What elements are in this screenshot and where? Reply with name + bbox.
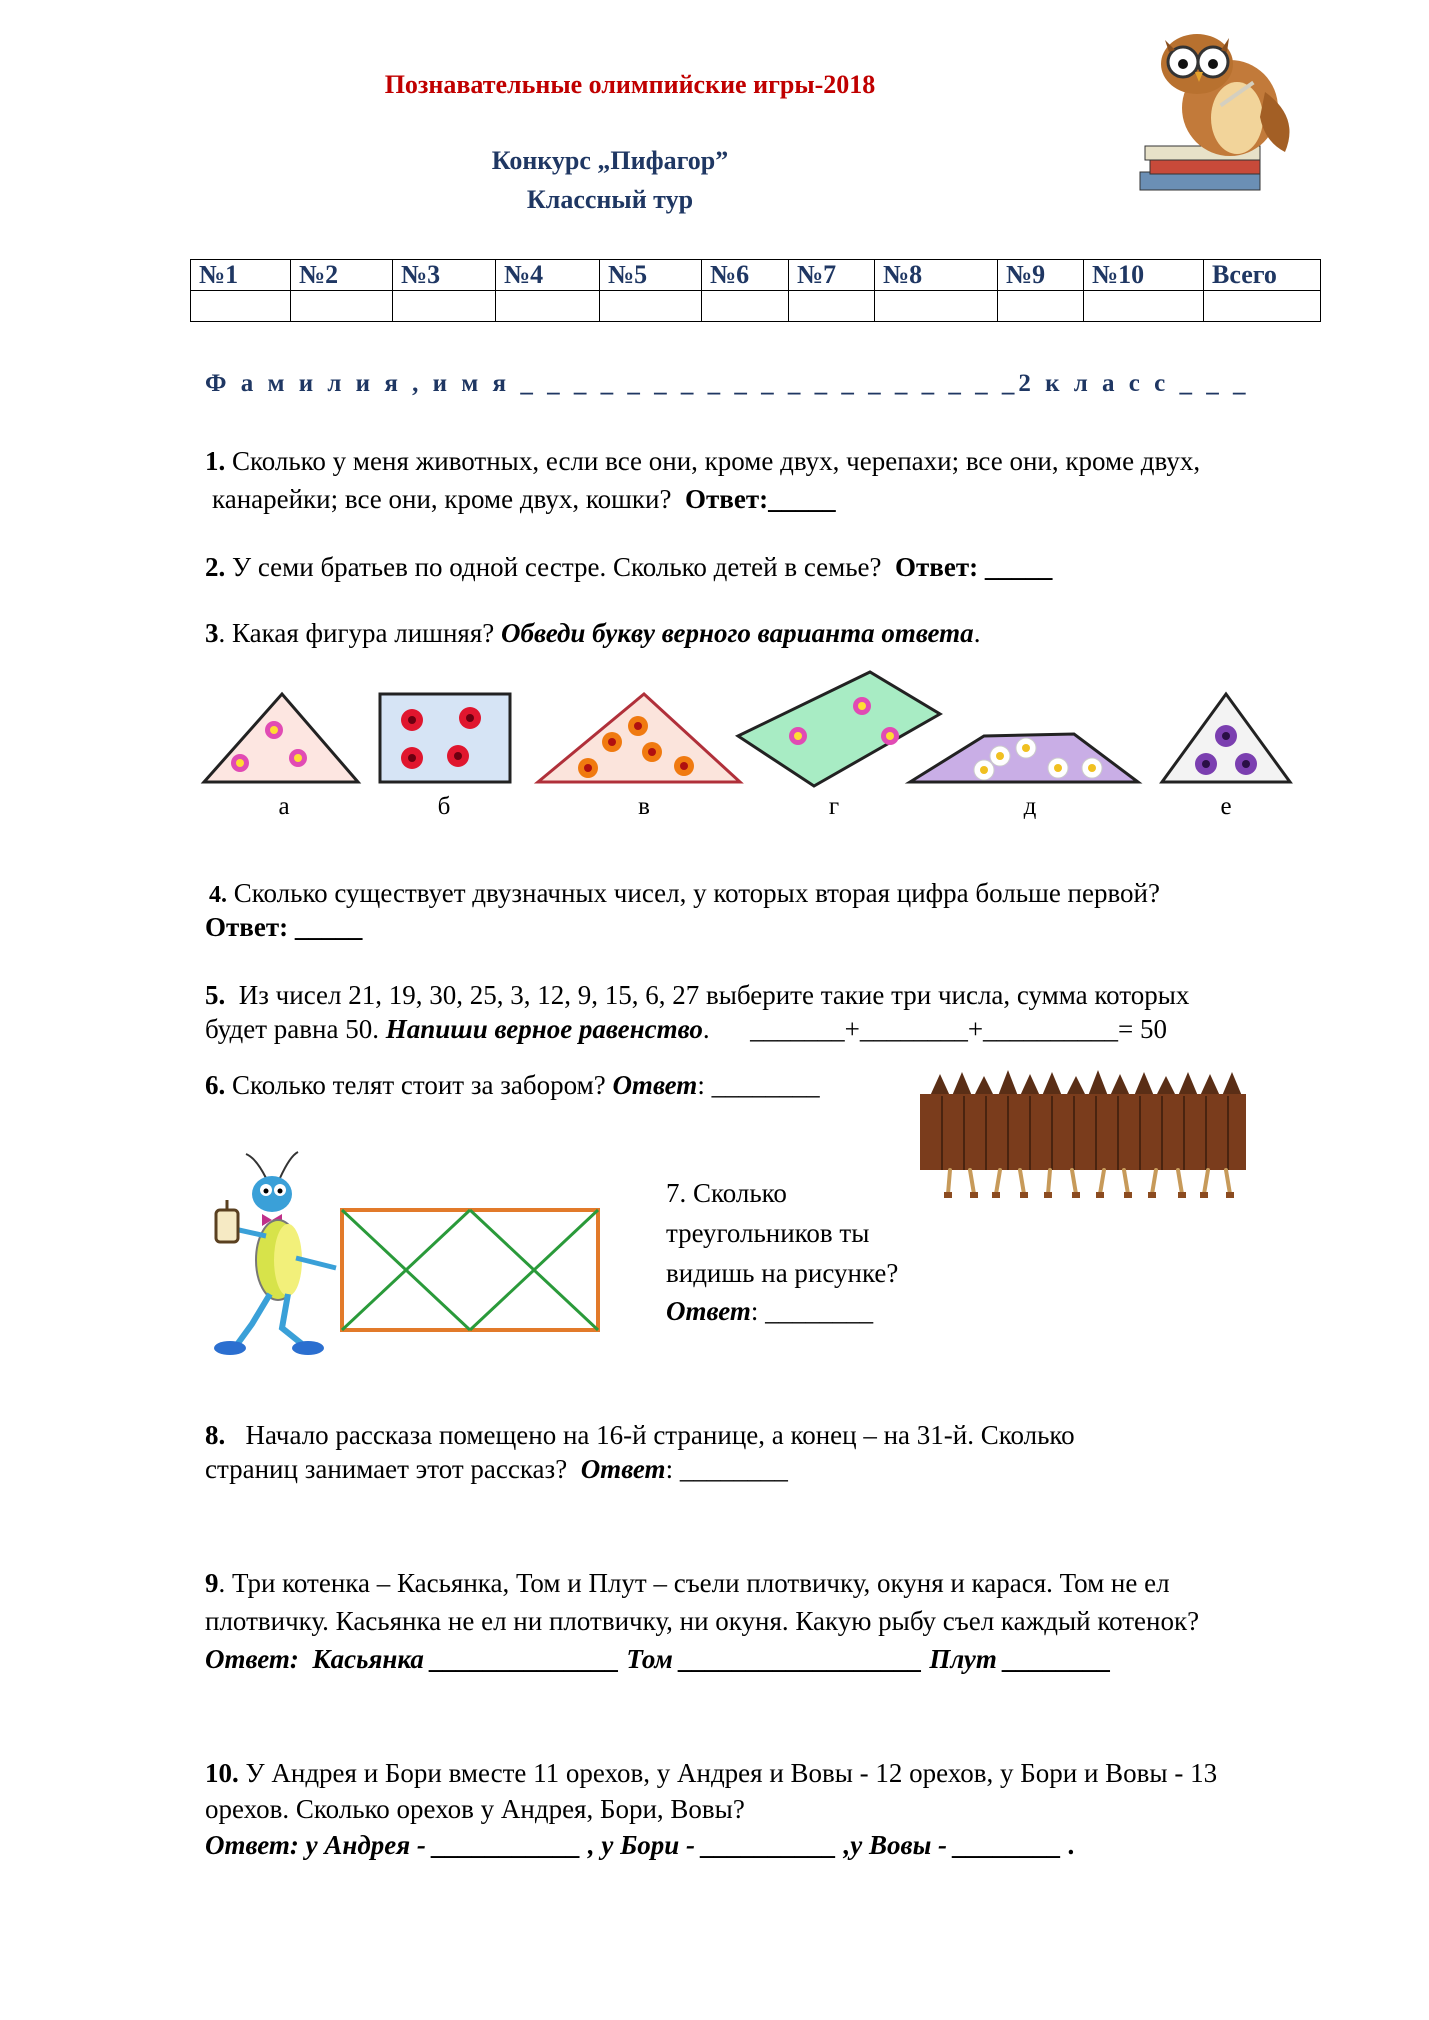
question-8-line-2: [205, 1450, 788, 1488]
score-header-cell: Всего: [1204, 260, 1321, 291]
grasshopper-with-lantern-illustration: [206, 1148, 346, 1360]
question-9-number: 9: [205, 1568, 219, 1598]
question-8-line-1: [205, 1416, 1075, 1454]
score-cell[interactable]: [191, 291, 291, 322]
score-table: [190, 259, 1321, 322]
question-2-number: 2.: [205, 552, 226, 582]
question-7-answer-blank[interactable]: : ________: [750, 1296, 874, 1326]
question-5-number: 5.: [205, 980, 226, 1010]
question-8-answer-blank[interactable]: : ________: [665, 1454, 788, 1484]
shape-b-rectangle[interactable]: [380, 694, 510, 782]
shape-g-label[interactable]: г: [828, 793, 840, 820]
score-cell[interactable]: [600, 291, 702, 322]
question-6-text: Сколько телят стоит за забором?: [232, 1070, 606, 1100]
question-10-line-1: [205, 1754, 1217, 1792]
score-header-cell: №10: [1084, 260, 1204, 291]
score-cell[interactable]: [1084, 291, 1204, 322]
question-4-text: Сколько существует двузначных чисел, у которых вторая цифра больше первой?: [233, 878, 1160, 908]
question-8-text-2: страниц занимает этот рассказ?: [205, 1454, 568, 1484]
question-4-number: 4.: [209, 882, 227, 908]
question-6-number: 6.: [205, 1070, 226, 1100]
shape-a-triangle[interactable]: [204, 694, 358, 782]
question-7-line-3: видишь на рисунке?: [666, 1258, 899, 1288]
shape-g-rhombus[interactable]: [738, 672, 940, 786]
question-1-number: 1.: [205, 446, 226, 476]
question-8-answer-label: Ответ: [580, 1454, 666, 1484]
question-2-text: У семи братьев по одной сестре. Сколько детей в семье?: [232, 552, 882, 582]
question-10-number: 10.: [205, 1758, 239, 1788]
question-3-instruction: Обведи букву верного варианта ответа: [501, 618, 974, 648]
question-8-number: 8.: [205, 1420, 226, 1450]
owl-with-books-illustration: [1125, 22, 1305, 204]
question-5-text-1: Из чисел 21, 19, 30, 25, 3, 12, 9, 15, 6, 27 выберите такие три числа, сумма которых: [238, 980, 1190, 1010]
question-3-number: 3: [205, 618, 219, 648]
score-header-cell: №4: [496, 260, 600, 291]
shape-b-label[interactable]: б: [437, 793, 451, 820]
question-6-answer-label: Ответ: [612, 1070, 698, 1100]
question-1-answer[interactable]: Ответ:_____: [685, 484, 836, 514]
score-header-cell: №9: [998, 260, 1084, 291]
question-4-line-2: [205, 908, 362, 946]
score-header-cell: №6: [702, 260, 789, 291]
question-5-instruction: Напиши верное равенство: [385, 1014, 703, 1044]
question-4-answer[interactable]: Ответ: _____: [205, 912, 363, 942]
score-cell[interactable]: [496, 291, 600, 322]
shape-e-triangle[interactable]: [1162, 694, 1290, 782]
event-title: Познавательные олимпийские игры-2018: [384, 70, 876, 99]
score-cell[interactable]: [1204, 291, 1321, 322]
question-7-line-1: 7. Сколько: [666, 1178, 787, 1208]
shape-d-trapezoid[interactable]: [910, 734, 1138, 782]
shape-a-label[interactable]: а: [278, 793, 290, 820]
question-1-text-1: Сколько у меня животных, если все они, кроме двух, черепахи; все они, кроме двух,: [232, 446, 1201, 476]
question-1-line-2: [212, 480, 836, 518]
question-3-shapes: [200, 670, 1310, 790]
question-5-equation[interactable]: . _______+________+__________= 50: [702, 1014, 1168, 1044]
question-5-text-2: будет равна 50.: [205, 1014, 379, 1044]
question-9-answer[interactable]: Ответ: Касьянка ______________ Том __________________ Плут ________: [205, 1644, 1112, 1674]
name-class-line[interactable]: Ф а м и л и я , и м я _ _ _ _ _ _ _ _ _ _ _ _ _ _ _ _ _ _ _2 к л а с с _ _ _: [205, 370, 1250, 397]
question-10-line-2: орехов. Сколько орехов у Андрея, Бори, Вовы?: [205, 1794, 745, 1824]
question-1-line-1: [205, 442, 1200, 480]
score-cell[interactable]: [875, 291, 998, 322]
shape-d-label[interactable]: д: [1023, 793, 1037, 820]
question-10-text-1: У Андрея и Бори вместе 11 орехов, у Андрея и Вовы - 12 орехов, у Бори и Вовы - 13: [245, 1758, 1218, 1788]
question-6: [205, 1066, 820, 1104]
question-5-line-2: [205, 1010, 1167, 1048]
tour-title: Классный тур: [526, 185, 694, 214]
shape-v-label[interactable]: в: [638, 793, 650, 820]
question-7-triangles-figure: [338, 1206, 604, 1336]
shape-v-triangle[interactable]: [538, 694, 740, 782]
fence-with-calves-illustration: [920, 1066, 1250, 1206]
score-header-cell: №5: [600, 260, 702, 291]
score-header-cell: №2: [291, 260, 393, 291]
question-7-answer: [666, 1292, 873, 1330]
contest-title: Конкурс „Пифагор”: [491, 146, 729, 175]
question-2-answer[interactable]: Ответ: _____: [895, 552, 1053, 582]
score-cell[interactable]: [393, 291, 496, 322]
score-header-row: [191, 260, 1321, 291]
question-3-text: . Какая фигура лишняя?: [218, 618, 495, 648]
score-header-cell: №1: [191, 260, 291, 291]
question-9-line-1: [205, 1564, 1170, 1602]
question-1-text-2: канарейки; все они, кроме двух, кошки?: [212, 484, 672, 514]
question-8-text-1: Начало рассказа помещено на 16-й странице, а конец – на 31-й. Сколько: [245, 1420, 1075, 1450]
shape-e-label[interactable]: е: [1220, 793, 1232, 820]
question-3-period: .: [973, 618, 981, 648]
question-9-line-2: плотвичку. Касьянка не ел ни плотвичку, ни окуня. Какую рыбу съел каждый котенок?: [205, 1606, 1200, 1636]
score-cell[interactable]: [291, 291, 393, 322]
question-5-line-1: [205, 976, 1189, 1014]
question-7-answer-label: Ответ: [666, 1296, 751, 1326]
score-input-row[interactable]: [191, 291, 1321, 322]
question-3: [205, 614, 980, 652]
score-header-cell: №8: [875, 260, 998, 291]
question-6-answer-blank[interactable]: : ________: [697, 1070, 820, 1100]
score-header-cell: №3: [393, 260, 496, 291]
question-7-line-2: треугольников ты: [666, 1218, 870, 1248]
score-cell[interactable]: [998, 291, 1084, 322]
score-cell[interactable]: [789, 291, 875, 322]
question-9-text-1: . Три котенка – Касьянка, Том и Плут – съели плотвичку, окуня и карася. Том не ел: [218, 1568, 1170, 1598]
question-2: [205, 548, 1052, 586]
score-header-cell: №7: [789, 260, 875, 291]
score-cell[interactable]: [702, 291, 789, 322]
question-10-answer[interactable]: Ответ: у Андрея - ___________ , у Бори - __________ ,у Вовы - ________ .: [205, 1830, 1076, 1860]
